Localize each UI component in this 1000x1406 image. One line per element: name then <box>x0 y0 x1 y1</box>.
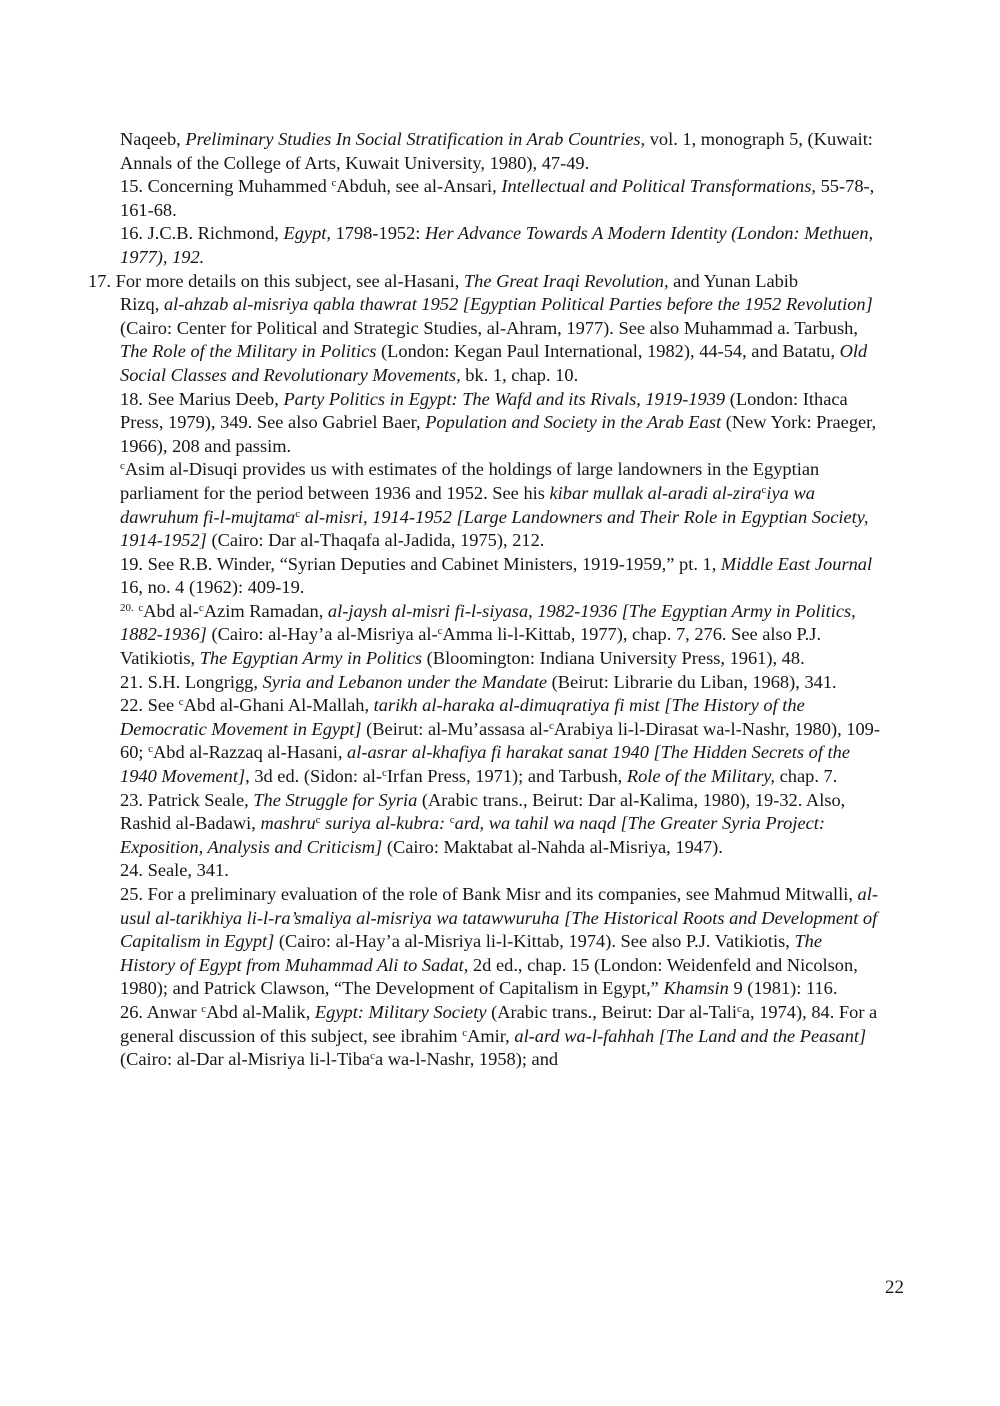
text: Azim Ramadan, <box>203 600 328 621</box>
title: al-ard wa-l-fahhah [The Land and the Peasant] <box>514 1025 867 1046</box>
title: al-misri, 1914-1952 [Large Landowners and Their Role in Egyptian Society, 1914-1952] <box>120 506 869 551</box>
ayn-mark: c <box>178 696 184 709</box>
note-24 <box>120 859 880 883</box>
ayn-mark: c <box>449 814 455 827</box>
text: 19. See R.B. Winder, “Syrian Deputies and Cabinet Ministers, 1919-1959,” pt. 1, <box>120 553 721 574</box>
text: Abd al-Malik, <box>206 1001 315 1022</box>
endnotes <box>88 128 880 1072</box>
note-25 <box>120 883 880 1001</box>
text: (Arabic trans., Beirut: Dar al-Tali <box>486 1001 737 1022</box>
note-21 <box>120 671 880 695</box>
text: Arabiya li-l-Dirasat wa-l-Nashr, 1980), 109-60; <box>120 718 880 763</box>
text: (Cairo: al-Hay’a al-Misriya al- <box>206 624 438 645</box>
text: 15. Concerning Muhammed <box>120 176 332 197</box>
title: al-ahzab al-misriya qabla thawrat 1952 [Egyptian Political Parties before the 1952 Revolution] <box>163 294 873 315</box>
text: 55-78-, 161-68. <box>120 176 875 220</box>
title: Syria and Lebanon under the Mandate <box>262 671 548 692</box>
text: chap. 7. <box>775 766 838 787</box>
text: vol. 1, monograph 5, (Kuwait: Annals of the College of Arts, Kuwait University, 1980), 47-49. <box>120 129 873 173</box>
text: a, 1974), 84. For a general discussion of this subject, see ibrahim <box>120 1001 878 1046</box>
title: al-jaysh al-misri fi-l-siyasa, 1982-1936 [The Egyptian Army in Politics, 1882-1936] <box>120 600 856 645</box>
text: 2d ed., chap. 15 (London: Weidenfeld and Nicolson, 1980); and Patrick Clawson, “The Development of Capitalism in Egypt,” <box>120 954 858 999</box>
note-15 <box>120 175 880 222</box>
text: Abd al- <box>143 600 199 621</box>
ayn-mark: c <box>382 767 387 780</box>
text: 18. See Marius Deeb, <box>120 388 284 409</box>
note-20 <box>120 600 880 671</box>
ayn-mark: c <box>462 1026 468 1039</box>
title: ard, wa tahil wa naqd [The Greater Syria Project: Exposition, Analysis and Criticism] <box>120 813 826 857</box>
note-23 <box>120 789 880 860</box>
title: The Great Iraqi Revolution, <box>463 270 669 291</box>
text: 25. For a preliminary evaluation of the role of Bank Misr and its companies, see Mahmud Mitwalli, <box>120 884 858 904</box>
text: (Beirut: al-Mu’assasa al- <box>361 718 549 739</box>
note-number: 20. <box>120 601 134 614</box>
title: suriya al-kubra: <box>320 813 450 834</box>
text: (New York: Praeger, 1966), 208 and passim. <box>120 412 877 456</box>
text: Naqeeb, <box>120 129 186 149</box>
text: (Cairo: Center for Political and Strategic Studies, al-Ahram, 1977). See also Muhammad a. Tarbush, <box>120 317 858 338</box>
note-17 <box>88 270 880 388</box>
title: kibar mullak al-aradi al-zira <box>549 482 762 503</box>
title: Intellectual and Political Transformations, <box>501 176 817 197</box>
title: The Struggle for Syria <box>253 789 418 810</box>
text: Abd al-Ghani Al-Mallah, <box>183 695 374 716</box>
title: Egypt: Military Society <box>314 1001 487 1022</box>
note-26 <box>120 1001 880 1072</box>
text: (Beirut: Librarie du Liban, 1968), 341. <box>547 671 837 692</box>
page-number: 22 <box>885 1277 904 1298</box>
ayn-mark: c <box>761 483 767 496</box>
ayn-mark: c <box>331 177 337 190</box>
text: bk. 1, chap. 10. <box>460 364 579 385</box>
text: (Bloomington: Indiana University Press, 1961), 48. <box>422 648 805 669</box>
title: mashru <box>260 813 316 834</box>
text: (London: Ithaca Press, 1979), 349. See also Gabriel Baer, <box>120 388 848 433</box>
title: Egypt, <box>283 223 331 244</box>
note-18 <box>120 388 880 459</box>
text: 16. J.C.B. Richmond, <box>120 223 284 244</box>
text: 24. Seale, 341. <box>120 860 229 881</box>
text: 16, no. 4 (1962): 409-19. <box>120 577 305 598</box>
text: (Cairo: al-Dar al-Misriya li-l-Tiba <box>120 1049 371 1070</box>
title: iya wa dawruhum fi-l-mujtama <box>120 482 815 527</box>
ayn-mark: c <box>198 601 204 614</box>
note-22 <box>120 694 880 788</box>
title: al-usul al-tarikhiya li-l-ra’smaliya al-misriya wa tatawwuruha [The Historical Roots and Development of Capitalism in Egypt] <box>120 884 878 952</box>
text: 21. S.H. Longrigg, <box>120 671 263 692</box>
text: Amir, <box>467 1025 515 1046</box>
ayn-mark: c <box>201 1002 207 1015</box>
text: (Cairo: Maktabat al-Nahda al-Misriya, 1947). <box>382 836 723 857</box>
title: The Role of the Military in Politics <box>120 341 377 362</box>
title: Middle East Journal <box>720 553 873 574</box>
text: (London: Kegan Paul International, 1982), 44-54, and Batatu, <box>376 341 840 362</box>
title: Her Advance Towards A Modern Identity (London: Methuen, 1977), 192. <box>120 223 874 267</box>
ayn-mark: c <box>437 625 443 638</box>
text: (Cairo: al-Hay’a al-Misriya li-l-Kittab, 1974). See also P.J. Vatikiotis, <box>274 931 795 952</box>
title: Population and Society in the Arab East <box>425 412 722 433</box>
text: , 3d ed. (Sidon: al- <box>245 766 383 787</box>
text: and Yunan Labib <box>668 270 799 291</box>
text: Irfan Press, 1971); and Tarbush, <box>386 766 627 787</box>
text: Asim al-Disuqi provides us with estimates of the holdings of large landowners in the Egyptian parliament for the period between 1936 and 1952. See his <box>120 459 820 503</box>
ayn-mark: c <box>370 1050 375 1063</box>
ayn-mark: c <box>120 460 125 473</box>
text: 9 (1981): 116. <box>728 978 838 999</box>
text: (Cairo: Dar al-Thaqafa al-Jadida, 1975), 212. <box>206 530 545 551</box>
text: Amma li-l-Kittab, 1977), chap. 7, 276. See also P.J. Vatikiotis, <box>120 624 822 669</box>
title: Role of the Military, <box>626 766 775 787</box>
ayn-mark: c <box>548 719 554 732</box>
title: tarikh al-haraka al-dimuqratiya fi mist [The History of the Democratic Movement in Egypt] <box>120 695 805 739</box>
text: Abduh, see al-Ansari, <box>336 176 502 197</box>
text: (Arabic trans., Beirut: Dar al-Kalima, 1980), 19-32. Also, Rashid al-Badawi, <box>120 789 846 834</box>
ayn-mark: c <box>138 601 144 614</box>
title: Party Politics in Egypt: The Wafd and its Rivals, 1919-1939 <box>283 388 726 409</box>
text: Abd al-Razzaq al-Hasani, <box>153 742 348 763</box>
ayn-mark: c <box>736 1002 742 1015</box>
ayn-mark: c <box>295 507 301 520</box>
text: 26. Anwar <box>120 1001 202 1022</box>
title: The Egyptian Army in Politics <box>199 648 423 669</box>
ayn-mark: c <box>315 814 321 827</box>
text: 23. Patrick Seale, <box>120 789 254 810</box>
text: 22. See <box>120 695 179 716</box>
note-14-continued <box>120 128 880 175</box>
note-18-continued <box>120 458 880 552</box>
note-19 <box>120 553 880 600</box>
text: 17. For more details on this subject, see al-Hasani, <box>88 270 464 291</box>
note-16 <box>120 222 880 269</box>
title: Khamsin <box>663 978 729 999</box>
text: 1798-1952: <box>331 223 425 244</box>
text: a wa-l-Nashr, 1958); and <box>374 1049 559 1070</box>
text: Rizq, <box>120 294 164 315</box>
ayn-mark: c <box>148 743 153 756</box>
title: Preliminary Studies In Social Stratification in Arab Countries, <box>185 129 646 149</box>
title: The History of Egypt from Muhammad Ali to Sadat, <box>120 931 823 975</box>
title: Old Social Classes and Revolutionary Movements, <box>120 341 868 385</box>
title: al-asrar al-khafiya fi harakat sanat 1940 [The Hidden Secrets of the 1940 Movement] <box>120 742 851 787</box>
